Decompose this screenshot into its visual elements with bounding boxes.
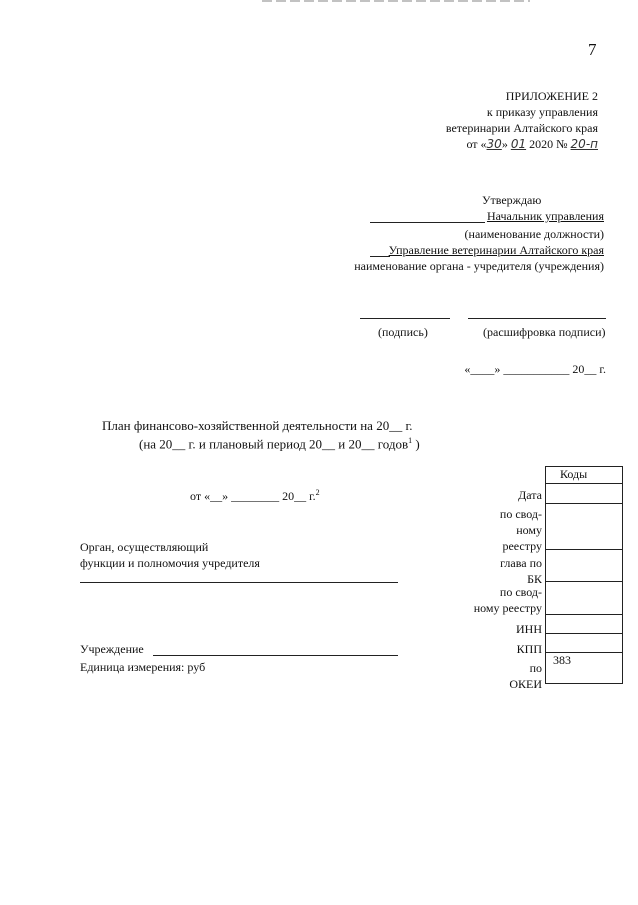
institution-line <box>153 655 398 656</box>
unit-label: Единица измерения: руб <box>80 660 206 674</box>
handwritten-month: 01 <box>510 137 527 151</box>
appendix-line-3: ветеринарии Алтайского края <box>445 121 598 135</box>
approve-date-line: «____» ___________ 20__ г. <box>464 362 606 376</box>
code-cell-okei: 383 <box>546 653 623 684</box>
codes-table <box>545 466 623 684</box>
label-date: Дата <box>518 488 542 502</box>
position-underline <box>370 222 485 223</box>
decode-line <box>468 318 606 319</box>
position-value: Начальник управления <box>486 209 604 223</box>
org-underline-lead <box>370 256 390 257</box>
appendix-header <box>446 88 598 152</box>
scan-top-edge <box>262 0 530 2</box>
signature-line <box>360 318 450 319</box>
code-cell-glava-bk <box>546 550 623 582</box>
plan-title: План финансово-хозяйственной деятельности на 20__ г. <box>102 418 413 433</box>
organ-line <box>80 582 398 583</box>
label-register-1: по свод- ному реестру <box>499 507 542 553</box>
appendix-date-line: от «30» 01 2020 № 20-п <box>466 137 598 151</box>
organ-label: Орган, осуществляющий функции и полномочия учредителя <box>80 540 260 570</box>
signature-caption: (подпись) <box>378 325 428 339</box>
appendix-line-2: к приказу управления <box>486 105 598 119</box>
institution-label: Учреждение <box>80 642 144 656</box>
org-caption: наименование органа - учредителя (учреждения) <box>354 259 604 273</box>
position-caption: (наименование должности) <box>464 227 604 241</box>
label-kpp: КПП <box>516 642 542 656</box>
approve-title: Утверждаю <box>482 193 542 207</box>
page-number: 7 <box>588 40 597 59</box>
handwritten-number: 20-п <box>570 137 598 151</box>
code-cell-inn <box>546 615 623 634</box>
code-cell-kpp <box>546 634 623 653</box>
label-inn: ИНН <box>516 622 542 636</box>
label-register-2: по свод- ному реестру <box>473 585 542 615</box>
plan-from-date: от «__» ________ 20__ г.$^2$ <box>190 488 320 503</box>
label-okei: по ОКЕИ <box>509 661 542 691</box>
code-cell-register-2 <box>546 582 623 615</box>
code-cell-register-1 <box>546 504 623 550</box>
handwritten-day: 30 <box>486 137 502 151</box>
appendix-title: ПРИЛОЖЕНИЕ 2 <box>505 89 598 103</box>
plan-subtitle: (на 20__ г. и плановый период 20__ и 20__ годов$^1$ ) <box>139 436 420 452</box>
code-cell-date <box>546 484 623 504</box>
org-value: Управление ветеринарии Алтайского края <box>388 243 604 257</box>
codes-header: Коды <box>546 467 623 484</box>
decode-caption: (расшифровка подписи) <box>483 325 606 339</box>
label-glava-bk: глава по БК <box>500 556 542 586</box>
